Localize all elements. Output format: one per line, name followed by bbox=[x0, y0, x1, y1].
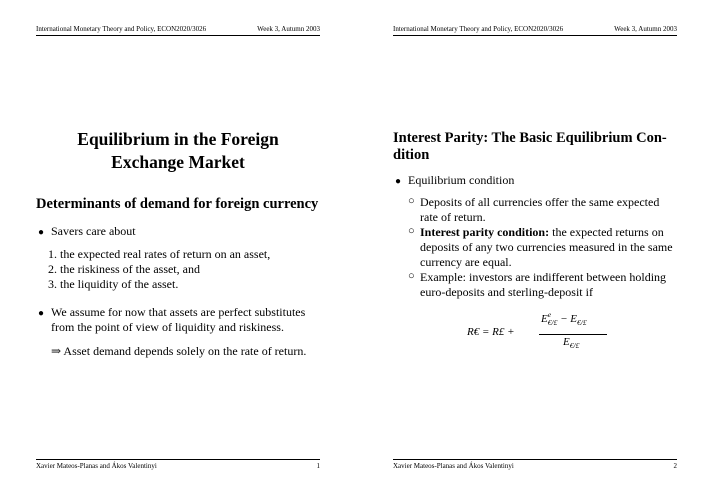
footer-rule bbox=[393, 459, 677, 460]
header-course: International Monetary Theory and Policy, ECON2020/3026 bbox=[393, 25, 564, 33]
example-line-1: Example: investors are indifferent between holding bbox=[420, 270, 667, 284]
section-heading: Determinants of demand for foreign currency bbox=[36, 196, 319, 212]
page-header bbox=[393, 25, 677, 33]
list-number: 1. bbox=[48, 247, 57, 261]
bullet-equilibrium: Equilibrium condition bbox=[408, 173, 515, 187]
section-heading-line-2: dition bbox=[393, 147, 430, 163]
implies-arrow-icon: ⇒ bbox=[51, 344, 62, 358]
bullet-savers: Savers care about bbox=[51, 224, 136, 238]
sub-bullet-deposits bbox=[420, 195, 678, 225]
equation-denominator: $E_{€/£}$ bbox=[563, 336, 580, 350]
page-header bbox=[36, 25, 320, 33]
interest-parity-rest: the expected returns on bbox=[549, 225, 664, 239]
list-text: the liquidity of the asset. bbox=[60, 277, 179, 291]
header-week: Week 3, Autumn 2003 bbox=[257, 25, 320, 33]
bullet-icon: ● bbox=[38, 308, 45, 319]
sub-bullet-interest-parity bbox=[420, 225, 678, 270]
interest-parity-bold: Interest parity condition: bbox=[420, 225, 550, 239]
slide-page-2 bbox=[357, 0, 713, 504]
sub-bullet-deposits-line-2: rate of return. bbox=[420, 210, 486, 224]
list-number: 3. bbox=[48, 277, 57, 291]
circle-bullet-icon: ○ bbox=[408, 195, 415, 207]
page-number: 2 bbox=[673, 462, 677, 470]
list-item bbox=[48, 277, 178, 292]
equation-lhs: R€ = R£ + bbox=[467, 326, 515, 338]
header-rule bbox=[393, 35, 677, 36]
fraction-bar bbox=[539, 334, 607, 335]
interest-parity-line-2: deposits of any two currencies measured in the same bbox=[420, 240, 673, 254]
list-text: the riskiness of the asset, and bbox=[60, 262, 200, 276]
slide-page-1 bbox=[0, 0, 356, 504]
footer-rule bbox=[36, 459, 320, 460]
page-footer bbox=[393, 462, 677, 470]
circle-bullet-icon: ○ bbox=[408, 225, 415, 237]
list-number: 2. bbox=[48, 262, 57, 276]
bullet-assumption-line-2: from the point of view of liquidity and riskiness. bbox=[51, 320, 284, 334]
sub-bullet-deposits-line-1: Deposits of all currencies offer the same expected bbox=[420, 195, 660, 209]
circle-bullet-icon: ○ bbox=[408, 270, 415, 282]
interest-parity-line-1 bbox=[420, 225, 678, 240]
interest-parity-line-3: currency are equal. bbox=[420, 255, 512, 269]
title-line-1: Equilibrium in the Foreign bbox=[77, 129, 279, 149]
equation-numerator: E e $_{€/£} - E_{€/£}$ bbox=[541, 310, 587, 327]
header-course: International Monetary Theory and Policy, ECON2020/3026 bbox=[36, 25, 207, 33]
page-number: 1 bbox=[316, 462, 320, 470]
section-heading-line-1: Interest Parity: The Basic Equilibrium Con- bbox=[393, 130, 667, 146]
implies-line bbox=[51, 344, 306, 359]
header-week: Week 3, Autumn 2003 bbox=[614, 25, 677, 33]
example-line-2: euro-deposits and sterling-deposit if bbox=[420, 285, 593, 299]
bullet-icon: ● bbox=[395, 176, 402, 187]
slide-title bbox=[36, 128, 320, 174]
page-footer bbox=[36, 462, 320, 470]
list-text: the expected real rates of return on an asset, bbox=[60, 247, 271, 261]
sub-bullet-example bbox=[420, 270, 678, 300]
bullet-assumption-line-1: We assume for now that assets are perfect substitutes bbox=[51, 305, 306, 319]
implies-text: Asset demand depends solely on the rate of return. bbox=[63, 344, 307, 358]
footer-authors: Xavier Mateos-Planas and Ákos Valentinyi bbox=[36, 462, 157, 470]
list-item bbox=[48, 262, 200, 277]
bullet-icon: ● bbox=[38, 227, 45, 238]
header-rule bbox=[36, 35, 320, 36]
footer-authors: Xavier Mateos-Planas and Ákos Valentinyi bbox=[393, 462, 514, 470]
list-item bbox=[48, 247, 270, 262]
section-heading bbox=[393, 130, 681, 164]
title-line-2: Exchange Market bbox=[111, 152, 245, 172]
bullet-assumption bbox=[51, 305, 321, 335]
